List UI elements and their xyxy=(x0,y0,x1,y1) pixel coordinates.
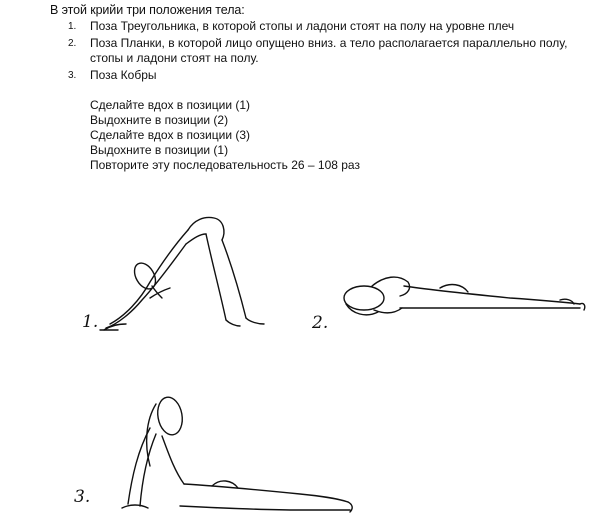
position-text: Поза Кобры xyxy=(90,68,157,82)
position-text: Поза Треугольника, в которой стопы и ладони стоят на полу на уровне плеч xyxy=(90,19,515,33)
position-item-2 xyxy=(68,36,588,66)
position-item-1 xyxy=(68,19,588,34)
position-number: 1. xyxy=(68,21,77,32)
position-item-3 xyxy=(68,68,588,83)
position-text: Поза Планки, в которой лицо опущено вниз. а тело располагается параллельно полу, стопы и ладони стоят на полу. xyxy=(90,36,568,65)
positions-list xyxy=(68,19,588,85)
position-number: 3. xyxy=(68,70,77,81)
steps-block xyxy=(90,98,360,173)
intro-text: В этой крийи три положения тела: xyxy=(50,3,245,17)
figure-label-3: 3. xyxy=(74,487,91,507)
cobra-pose-figure xyxy=(74,395,352,512)
step-line-4: Выдохните в позиции (1) xyxy=(90,143,229,157)
step-line-5: Повторите эту последовательность 26 – 108 раз xyxy=(90,158,360,172)
step-line-3: Сделайте вдох в позиции (3) xyxy=(90,128,251,142)
triangle-pose-figure xyxy=(82,218,264,333)
figure-label-2: 2. xyxy=(312,313,329,333)
pose-illustrations xyxy=(0,190,604,528)
step-line-2: Выдохните в позиции (2) xyxy=(90,113,229,127)
figure-label-1: 1. xyxy=(82,312,99,332)
plank-pose-figure xyxy=(311,277,585,333)
position-number: 2. xyxy=(68,38,77,49)
step-line-1: Сделайте вдох в позиции (1) xyxy=(90,98,251,112)
